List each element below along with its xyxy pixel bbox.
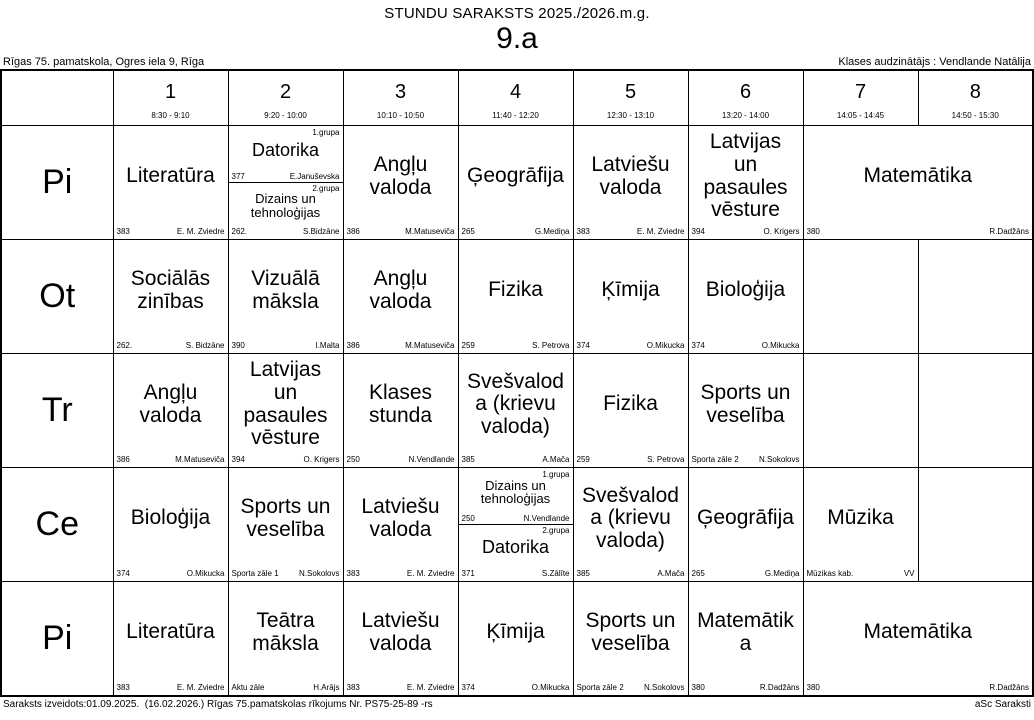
- period-number: 4: [509, 80, 522, 103]
- subject-label: Matemātika: [863, 620, 973, 644]
- subject-label: Datorika: [251, 139, 320, 160]
- corner-cell: [1, 70, 113, 126]
- lesson-cell: [343, 581, 458, 696]
- room-label: 385: [461, 455, 475, 465]
- period-header: [228, 70, 343, 126]
- teacher-label: A.Mača: [542, 455, 570, 465]
- lesson-cell-split: [228, 125, 343, 239]
- subject-label: Fizika: [603, 392, 658, 416]
- teacher-label: E. M. Zviedre: [176, 683, 225, 693]
- day-row-monday: [1, 125, 1033, 239]
- teacher-label: A.Mača: [657, 569, 685, 579]
- subject-label: Sports un veselība: [585, 608, 676, 655]
- lesson-cell: [458, 125, 573, 239]
- lesson-cell: [573, 353, 688, 467]
- teacher-label: M.Matuseviča: [405, 227, 455, 237]
- class-teacher: Klases audzinātājs : Vendlande Natālija: [838, 55, 1031, 68]
- room-label: 262.: [231, 227, 248, 237]
- room-label: 250: [346, 455, 360, 465]
- subject-label: Svešvaloda (krievu valoda): [467, 369, 564, 438]
- subject-label: Literatūra: [126, 620, 215, 644]
- room-label: 250: [461, 513, 475, 523]
- lesson-cell: [113, 239, 228, 353]
- room-label: Sporta zāle 2: [691, 455, 739, 465]
- subject-label: Vizuālā māksla: [251, 266, 320, 313]
- subject-label: Matemātika: [863, 164, 973, 188]
- lesson-cell: [113, 125, 228, 239]
- subject-label: Sociālās zinības: [130, 266, 211, 313]
- room-label: 371: [461, 569, 475, 579]
- subject-label: Matemātika: [697, 608, 794, 655]
- subject-label: Latvijas un pasaules vēsture: [703, 130, 788, 222]
- room-label: 383: [346, 569, 360, 579]
- day-label: Tr: [1, 353, 113, 467]
- subject-label: Latviešu valoda: [591, 152, 670, 199]
- period-header: [458, 70, 573, 126]
- period-header: [113, 70, 228, 126]
- subject-label: Ģeogrāfija: [697, 506, 794, 530]
- room-label: 374: [691, 341, 705, 351]
- room-label: 390: [231, 341, 245, 351]
- lesson-cell-split: [458, 467, 573, 581]
- timetable: [0, 69, 1034, 697]
- teacher-label: S.Bidzāne: [303, 227, 340, 237]
- page-title: STUNDU SARAKSTS 2025./2026.m.g.: [384, 5, 650, 22]
- teacher-label: G.Mediņa: [764, 569, 800, 579]
- teacher-label: O.Mikucka: [646, 341, 685, 351]
- room-label: 374: [576, 341, 590, 351]
- lesson-cell: [343, 239, 458, 353]
- day-row-friday: [1, 581, 1033, 696]
- teacher-label: O.Mikucka: [186, 569, 225, 579]
- teacher-label: N.Sokolovs: [644, 683, 685, 693]
- room-label: 374: [116, 569, 130, 579]
- teacher-label: N.Sokolovs: [299, 569, 340, 579]
- room-label: Mūzikas kab.: [806, 569, 854, 579]
- period-header: [573, 70, 688, 126]
- subject-label: Angļu valoda: [139, 380, 202, 427]
- period-header: [918, 70, 1033, 126]
- room-label: 383: [116, 683, 130, 693]
- room-label: 394: [691, 227, 705, 237]
- room-label: 383: [116, 227, 130, 237]
- empty-cell: [918, 467, 1033, 581]
- lesson-cell: [803, 467, 918, 581]
- day-row-thursday: [1, 467, 1033, 581]
- teacher-label: VV: [903, 569, 915, 579]
- teacher-label: O.Mikucka: [761, 341, 800, 351]
- teacher-label: H.Arājs: [313, 683, 340, 693]
- lesson-cell: [228, 467, 343, 581]
- period-number: 6: [739, 80, 752, 103]
- group-label: 2.grupa: [312, 183, 340, 193]
- period-time: 9:20 - 10:00: [264, 110, 307, 120]
- lesson-cell: [688, 125, 803, 239]
- teacher-label: R.Dadžāns: [759, 683, 800, 693]
- period-number: 2: [279, 80, 292, 103]
- room-label: 262.: [116, 341, 133, 351]
- day-label: Pi: [1, 581, 113, 696]
- lesson-cell: [113, 467, 228, 581]
- teacher-label: R.Dadžāns: [989, 227, 1029, 237]
- teacher-label: E. M. Zviedre: [176, 227, 225, 237]
- lesson-cell: [573, 125, 688, 239]
- subject-label: Sports un veselība: [700, 380, 791, 427]
- subject-label: Latviešu valoda: [361, 608, 440, 655]
- lesson-cell: [688, 467, 803, 581]
- teacher-label: R.Dadžāns: [989, 683, 1029, 693]
- room-label: 259: [461, 341, 475, 351]
- lesson-cell: [573, 581, 688, 696]
- class-name: 9.a: [496, 22, 538, 55]
- day-row-tuesday: [1, 239, 1033, 353]
- period-number: 3: [394, 80, 407, 103]
- subject-label: Angļu valoda: [369, 266, 432, 313]
- group-label: 1.grupa: [542, 470, 570, 480]
- room-label: 385: [576, 569, 590, 579]
- lesson-cell: [228, 581, 343, 696]
- teacher-label: I.Malta: [315, 341, 340, 351]
- lesson-cell: [228, 239, 343, 353]
- lesson-cell: [458, 581, 573, 696]
- period-number: 7: [854, 80, 867, 103]
- period-number: 1: [164, 80, 177, 103]
- empty-cell: [918, 353, 1033, 467]
- room-label: 394: [231, 455, 245, 465]
- room-label: Aktu zāle: [231, 683, 265, 693]
- teacher-label: O.Mikucka: [531, 683, 570, 693]
- period-time: 10:10 - 10:50: [376, 110, 425, 120]
- empty-cell: [918, 239, 1033, 353]
- teacher-label: O. Krigers: [763, 227, 800, 237]
- subject-label: Fizika: [488, 278, 543, 302]
- school-name: Rīgas 75. pamatskola, Ogres iela 9, Rīga: [3, 55, 205, 68]
- teacher-label: S. Petrova: [532, 341, 570, 351]
- period-time: 11:40 - 12:20: [492, 110, 539, 120]
- day-row-wednesday: [1, 353, 1033, 467]
- teacher-label: E.Januševska: [289, 171, 340, 181]
- period-header: [803, 70, 918, 126]
- room-label: 377: [231, 171, 245, 181]
- subject-label: Literatūra: [126, 164, 215, 188]
- teacher-label: N.Vendlande: [408, 455, 455, 465]
- room-label: 386: [346, 227, 360, 237]
- subject-label: Teātra māksla: [252, 608, 319, 655]
- footer: [0, 697, 1034, 710]
- subject-label: Datorika: [481, 537, 550, 558]
- day-label: Pi: [1, 125, 113, 239]
- empty-cell: [803, 239, 918, 353]
- room-label: 265: [691, 569, 705, 579]
- teacher-label: G.Mediņa: [534, 227, 570, 237]
- room-label: 383: [576, 227, 590, 237]
- period-header-row: [1, 70, 1033, 126]
- subject-label: Ģeogrāfija: [467, 164, 564, 188]
- subject-label: Bioloģija: [705, 278, 786, 302]
- subject-label: Svešvaloda (krievu valoda): [582, 483, 679, 552]
- period-header: [688, 70, 803, 126]
- teacher-label: N.Vendlande: [523, 513, 570, 523]
- teacher-label: M.Matuseviča: [175, 455, 225, 465]
- subject-label: Angļu valoda: [369, 152, 432, 199]
- room-label: 374: [461, 683, 475, 693]
- empty-cell: [803, 353, 918, 467]
- lesson-cell: [688, 581, 803, 696]
- room-label: 380: [806, 683, 820, 693]
- room-label: 265: [461, 227, 475, 237]
- teacher-label: N.Sokolovs: [759, 455, 800, 465]
- subject-label: Dizains un tehnoloģijas: [250, 191, 321, 220]
- subject-label: Ķīmija: [486, 620, 545, 644]
- subheader: [0, 56, 1034, 69]
- period-time: 13:20 - 14:00: [721, 110, 770, 120]
- lesson-cell: [573, 239, 688, 353]
- period-time: 8:30 - 9:10: [151, 110, 190, 120]
- room-label: 380: [806, 227, 820, 237]
- group-label: 1.grupa: [312, 128, 340, 138]
- room-label: 380: [691, 683, 705, 693]
- period-number: 8: [969, 80, 981, 103]
- group-label: 2.grupa: [542, 525, 570, 535]
- day-label: Ce: [1, 467, 113, 581]
- lesson-cell: [343, 353, 458, 467]
- teacher-label: E. M. Zviedre: [406, 569, 455, 579]
- teacher-label: M.Matuseviča: [405, 341, 455, 351]
- teacher-label: S. Petrova: [647, 455, 685, 465]
- lesson-cell: [113, 581, 228, 696]
- period-time: 12:30 - 13:10: [606, 110, 655, 120]
- lesson-cell: [458, 353, 573, 467]
- lesson-cell: [573, 467, 688, 581]
- room-label: Sporta zāle 1: [231, 569, 279, 579]
- lesson-cell: [343, 125, 458, 239]
- subject-label: Mūzika: [827, 506, 894, 530]
- footer-created-label: Saraksts izveidots:01.09.2025. (16.02.2026.) Rīgas 75.pamatskolas rīkojums Nr. PS75-25-89 -rs: [3, 698, 433, 710]
- lesson-cell: [688, 353, 803, 467]
- subject-label: Latvijas un pasaules vēsture: [243, 358, 328, 450]
- period-time: 14:50 - 15:30: [951, 110, 999, 120]
- room-label: Sporta zāle 2: [576, 683, 624, 693]
- subject-label: Ķīmija: [601, 278, 660, 302]
- subject-label: Sports un veselība: [240, 494, 331, 541]
- lesson-cell: [458, 239, 573, 353]
- room-label: 386: [346, 341, 360, 351]
- teacher-label: O. Krigers: [303, 455, 340, 465]
- room-label: 259: [576, 455, 590, 465]
- lesson-cell: [343, 467, 458, 581]
- teacher-label: S.Zālīte: [541, 569, 570, 579]
- subject-label: Latviešu valoda: [361, 494, 440, 541]
- lesson-cell-merged: [803, 125, 1033, 239]
- room-label: 386: [116, 455, 130, 465]
- lesson-cell: [113, 353, 228, 467]
- footer-brand-label: aSc Saraksti: [974, 698, 1031, 710]
- teacher-label: S. Bidzāne: [185, 341, 225, 351]
- lesson-cell: [228, 353, 343, 467]
- day-label: Ot: [1, 239, 113, 353]
- room-label: 383: [346, 683, 360, 693]
- subject-label: Dizains un tehnoloģijas: [480, 477, 551, 507]
- period-header: [343, 70, 458, 126]
- period-number: 5: [624, 80, 637, 103]
- lesson-cell-merged: [803, 581, 1033, 696]
- subject-label: Bioloģija: [130, 506, 211, 530]
- period-time: 14:05 - 14:45: [836, 110, 885, 120]
- teacher-label: E. M. Zviedre: [406, 683, 455, 693]
- lesson-cell: [688, 239, 803, 353]
- subject-label: Klases stunda: [368, 380, 433, 427]
- teacher-label: E. M. Zviedre: [636, 227, 685, 237]
